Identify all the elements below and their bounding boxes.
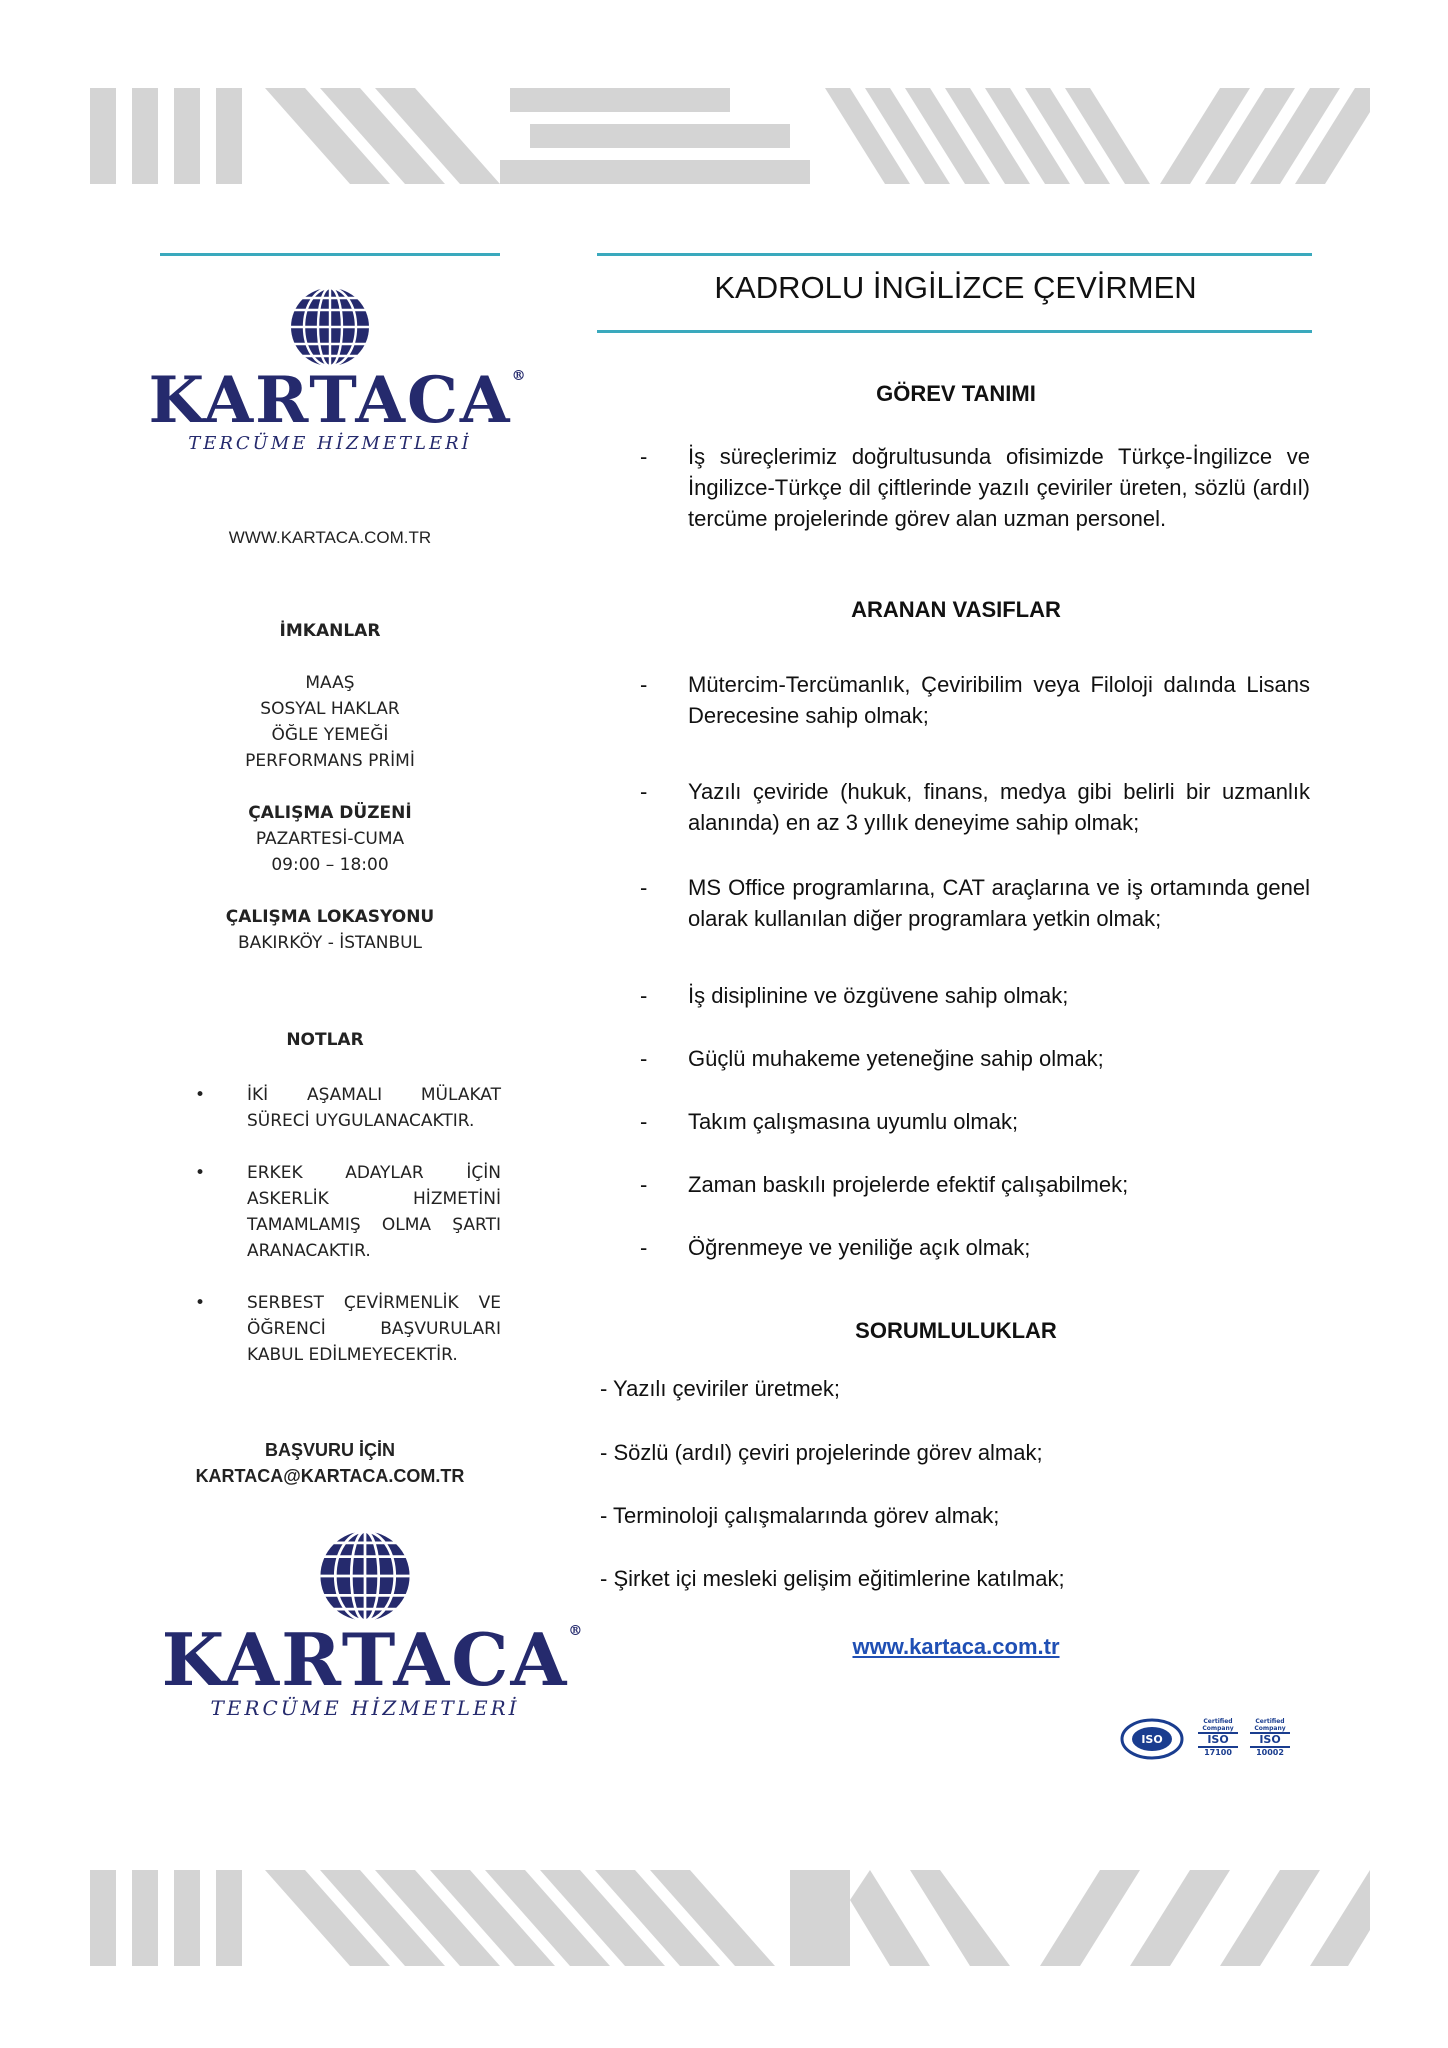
bullet-icon: • [195, 1293, 206, 1313]
responsibility-item: - Terminoloji çalışmalarında görev almak; [600, 1503, 1000, 1528]
apply-title: BAŞVURU İÇİN [264, 1440, 395, 1460]
responsibility-item: - Yazılı çeviriler üretmek; [600, 1376, 841, 1401]
qualification-item: - Mütercim-Tercümanlık, Çeviribilim veya Filoloji dalında Lisans Derecesine sahip olmak; [640, 672, 1310, 728]
responsibilities-title: SORUMLULUKLAR [855, 1318, 1057, 1343]
apply-email[interactable]: KARTACA@KARTACA.COM.TR [195, 1466, 465, 1486]
title-bottom-rule [597, 330, 1312, 333]
brand-wordmark: KARTACA ® [148, 363, 528, 438]
schedule-days: PAZARTESİ-CUMA [255, 829, 405, 849]
globe-icon [317, 1528, 413, 1624]
schedule-title: ÇALIŞMA DÜZENİ [248, 803, 412, 823]
benefit-item: MAAŞ [305, 673, 355, 693]
top-decorative-band [90, 88, 1370, 184]
note-item: • İKİ AŞAMALI MÜLAKAT SÜRECİ UYGULANACAKTIR. [195, 1082, 501, 1134]
qualification-item: - Öğrenmeye ve yeniliğe açık olmak; [640, 1235, 1031, 1260]
qualification-item: - Zaman baskılı projelerde efektif çalışabilmek; [640, 1172, 1129, 1197]
dash-bullet: - [640, 444, 648, 469]
schedule-hours: 09:00 – 18:00 [271, 855, 389, 875]
benefit-item: SOSYAL HAKLAR [260, 699, 400, 719]
iso-badge-10002: Certified Company ISO 10002 [1250, 1718, 1290, 1758]
benefit-item: ÖĞLE YEMEĞİ [271, 725, 389, 745]
brand-wordmark: KARTACA ® [161, 1617, 585, 1702]
notes-title: NOTLAR [286, 1030, 364, 1050]
iso-badge-17100: Certified Company ISO 17100 [1198, 1718, 1238, 1758]
left-top-rule [160, 253, 500, 256]
qualifications-title: ARANAN VASIFLAR [851, 597, 1061, 622]
benefits-section [160, 618, 500, 956]
svg-text:ISO: ISO [1141, 1733, 1163, 1746]
responsibility-item: - Şirket içi mesleki gelişim eğitimlerine katılmak; [600, 1566, 1065, 1591]
job-description: - İş süreçlerimiz doğrultusunda ofisimizde Türkçe-İngilizce ve İngilizce-Türkçe dil çiftlerinde yazılı çeviriler üreten, sözlü (ardıl) tercüme projelerinde görev alan uzman personel. [640, 441, 1310, 534]
website-link[interactable]: www.kartaca.com.tr [852, 1634, 1060, 1659]
brand-tagline: TERCÜME HİZMETLERİ [210, 1696, 520, 1720]
location-value: BAKIRKÖY - İSTANBUL [237, 933, 423, 953]
kartaca-logo-top [140, 285, 528, 454]
note-item: • SERBEST ÇEVİRMENLİK VE ÖĞRENCİ BAŞVURULARI KABUL EDİLMEYECEKTİR. [195, 1290, 501, 1368]
qualification-item: - Güçlü muhakeme yeteneğine sahip olmak; [640, 1046, 1104, 1071]
bottom-decorative-band [90, 1870, 1370, 1966]
bullet-icon: • [195, 1163, 206, 1183]
qualification-item: - İş disiplinine ve özgüvene sahip olmak; [640, 983, 1069, 1008]
title-top-rule [597, 253, 1312, 256]
kartaca-logo-bottom [150, 1528, 585, 1720]
note-item: • ERKEK ADAYLAR İÇİN ASKERLİK HİZMETİNİ TAMAMLAMIŞ OLMA ŞARTI ARANACAKTIR. [195, 1160, 501, 1264]
iso-seal [1120, 1718, 1184, 1765]
location-title: ÇALIŞMA LOKASYONU [225, 907, 435, 927]
brand-tagline: TERCÜME HİZMETLERİ [188, 433, 472, 454]
qualification-item: - Takım çalışmasına uyumlu olmak; [640, 1109, 1019, 1134]
globe-icon [288, 285, 372, 369]
page-title: KADROLU İNGİLİZCE ÇEVİRMEN [714, 270, 1197, 305]
benefits-title: İMKANLAR [279, 621, 381, 641]
qualification-item: - Yazılı çeviride (hukuk, finans, medya gibi belirli bir uzmanlık alanında) en az 3 yıllık deneyime sahip olmak; [640, 779, 1310, 835]
job-description-title: GÖREV TANIMI [876, 381, 1036, 406]
bullet-icon: • [195, 1085, 206, 1105]
notes-list [195, 1082, 501, 1394]
benefit-item: PERFORMANS PRİMİ [245, 751, 415, 771]
apply-section [160, 1437, 500, 1489]
qualification-item: - MS Office programlarına, CAT araçlarına ve iş ortamında genel olarak kullanılan diğer programlara yetkin olmak; [640, 875, 1310, 931]
responsibility-item: - Sözlü (ardıl) çeviri projelerinde görev almak; [600, 1440, 1043, 1465]
sidebar-website: WWW.KARTACA.COM.TR [228, 528, 432, 547]
